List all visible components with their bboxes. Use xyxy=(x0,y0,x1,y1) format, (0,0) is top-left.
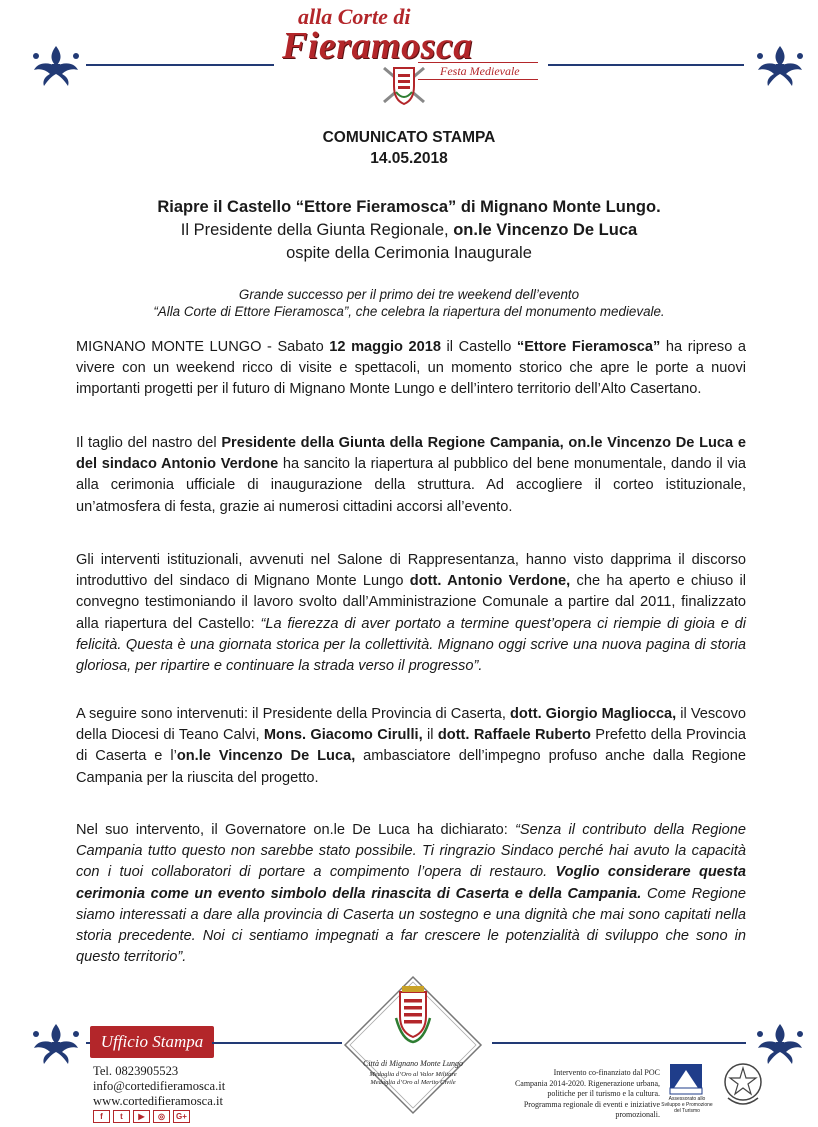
city-seal xyxy=(342,974,484,1116)
text: il Castello xyxy=(440,339,517,355)
logo-subtitle: Festa Medievale xyxy=(440,64,520,78)
paragraph-1 xyxy=(76,337,746,401)
bold-text: Mons. Giacomo Cirulli, xyxy=(263,727,423,744)
text: che ha aperto e chiuso il convegno testimoniando il lavoro svolto dall’Amministrazione Comunale a partire dal 2011, finalizzato alla riapertura del Castello: xyxy=(76,573,747,632)
paragraph-4 xyxy=(76,704,746,789)
poc-line: Intervento co-finanziato dal POC xyxy=(553,1068,660,1077)
bold-text: dott. Antonio Verdone, xyxy=(409,573,571,590)
logo-main-text: Fieramosca xyxy=(282,25,473,67)
social-icons xyxy=(93,1110,190,1123)
headline-subtitle xyxy=(0,219,818,241)
logo-top-text: alla Corte di xyxy=(298,4,411,29)
release-date: 14.05.2018 xyxy=(370,150,448,167)
bold-text: on.le Vincenzo De Luca, xyxy=(176,748,356,765)
facebook-icon[interactable]: f xyxy=(93,1110,110,1123)
text: ambasciatore dell’impegno profuso anche dalla Regione Campania per la riuscita del progetto. xyxy=(76,748,746,786)
region-label: Assessorato allo Sviluppo e Promozione del Turismo xyxy=(661,1096,713,1114)
event-logo xyxy=(268,0,558,110)
quote-text: “Senza il contributo della Regione Campania tutto questo non sarebbe stato possibile. Ti ringrazio Sindaco perché hai avuto la capacità con i tuoi collaboratori di portare a compimento l’opera di restauro. xyxy=(76,822,746,881)
lead-line-2: “Alla Corte di Ettore Fieramosca”, che celebra la riapertura del monumento medievale. xyxy=(153,304,665,319)
bold-text: “Ettore Fieramosca” xyxy=(516,339,661,355)
paragraph-2 xyxy=(76,433,746,518)
quote-text: Come Regione siamo interessati a dare alla provincia di Caserta un sostegno e una dignità che mai sono capitati nella storia precedente. Noi ci sentiamo impegnati a far crescere le potenzialità di sviluppo che sono in questo territorio”. xyxy=(76,885,746,966)
paragraph-3 xyxy=(76,550,746,677)
italian-republic-emblem-icon xyxy=(722,1060,764,1110)
poc-line: promozionali. xyxy=(615,1110,660,1119)
seal-medal-1: Medaglia d’Oro al Valor Militare xyxy=(369,1071,457,1078)
paragraph-5 xyxy=(76,820,746,968)
text: Nel suo intervento, il Governatore on.le De Luca ha dichiarato: xyxy=(76,822,516,838)
bold-quote-text: Voglio considerare questa cerimonia come un evento simbolo della rinascita di Caserta e della Campania. xyxy=(76,864,746,902)
contact-phone: Tel. 0823905523 xyxy=(93,1064,179,1078)
text: ha sancito la riapertura al pubblico del bene monumentale, dando il via alla cerimonia ufficiale di inaugurazione della struttura. Ad accogliere il corteo istituzionale, un’atmosfera di festa, grazie ai numerosi cittadini accorsi all’evento. xyxy=(76,456,746,515)
headline-subtitle-line2: ospite della Cerimonia Inaugurale xyxy=(286,244,532,262)
press-office-badge: Ufficio Stampa xyxy=(90,1026,214,1058)
headline-title: Riapre il Castello “Ettore Fieramosca” di Mignano Monte Lungo. xyxy=(157,198,661,216)
poc-funding-note xyxy=(510,1068,660,1121)
subtitle-bold: on.le Vincenzo De Luca xyxy=(453,221,638,239)
bold-text: dott. Raffaele Ruberto xyxy=(437,727,591,744)
fleur-de-lis-icon xyxy=(28,40,84,90)
divider-line xyxy=(86,64,274,66)
poc-line: Campania 2014-2020. Rigenerazione urbana, xyxy=(514,1078,660,1088)
text: MIGNANO MONTE LUNGO - Sabato xyxy=(76,339,330,355)
release-label: COMUNICATO STAMPA xyxy=(322,129,496,146)
city-crest-icon xyxy=(396,986,430,1042)
google-plus-icon[interactable]: G+ xyxy=(173,1110,190,1123)
fleur-de-lis-icon xyxy=(752,40,808,90)
header xyxy=(0,0,818,110)
lead-line-1: Grande successo per il primo dei tre weekend dell’evento xyxy=(238,287,580,302)
contact-email[interactable]: info@cortedifieramosca.it xyxy=(93,1079,226,1093)
crest-icon xyxy=(380,62,428,108)
text: A seguire sono intervenuti: il Presidente della Provincia di Caserta, xyxy=(76,706,511,722)
seal-city-name: Città di Mignano Monte Lungo xyxy=(363,1059,463,1068)
divider-line xyxy=(492,1042,746,1044)
twitter-icon[interactable]: t xyxy=(113,1110,130,1123)
quote-text: “La fierezza di aver portato a termine quest’opera ci riempie di gioia e di felicità. Questa è una giornata storica per la collettività. Mignano oggi scrive una nuova pagina di storia gloriosa, per ripartire e continuare la strada verso il progresso”. xyxy=(76,615,746,675)
text: il Vescovo della Diocesi di Teano Calvi, xyxy=(76,706,746,744)
instagram-icon[interactable]: ◎ xyxy=(153,1110,170,1123)
bold-text: Presidente della Giunta della Regione Campania, on.le Vincenzo De Luca e del sindaco Antonio Verdone xyxy=(76,435,746,473)
text: Gli interventi istituzionali, avvenuti nel Salone di Rappresentanza, hanno visto dapprima il discorso introduttivo del sindaco di Mignano Monte Lungo xyxy=(76,552,746,590)
text: ha ripreso a vivere con un weekend ricco di visite e spettacoli, un momento storico che apre le porte a nuovi importanti progetti per il futuro di Mignano Monte Lungo e dell’intero territorio dell’Alto Casertano. xyxy=(76,339,746,398)
bold-text: 12 maggio 2018 xyxy=(329,339,441,355)
seal-medal-2: Medaglia d’Oro al Merito Civile xyxy=(370,1079,456,1086)
subtitle-text: Il Presidente della Giunta Regionale, xyxy=(180,221,454,239)
text: il xyxy=(422,727,438,744)
divider-line xyxy=(212,1042,342,1044)
text: Prefetto della Provincia di Caserta e l’ xyxy=(76,727,746,765)
text: Il taglio del nastro del xyxy=(76,435,222,451)
fleur-de-lis-icon xyxy=(28,1018,84,1068)
bold-text: dott. Giorgio Magliocca, xyxy=(510,706,677,722)
divider-line xyxy=(548,64,744,66)
youtube-icon[interactable]: ▶ xyxy=(133,1110,150,1123)
poc-line: politiche per il turismo e la cultura. xyxy=(547,1089,660,1098)
poc-line: Programma regionale di eventi e iniziative xyxy=(523,1099,660,1109)
contact-website[interactable]: www.cortedifieramosca.it xyxy=(93,1094,223,1108)
